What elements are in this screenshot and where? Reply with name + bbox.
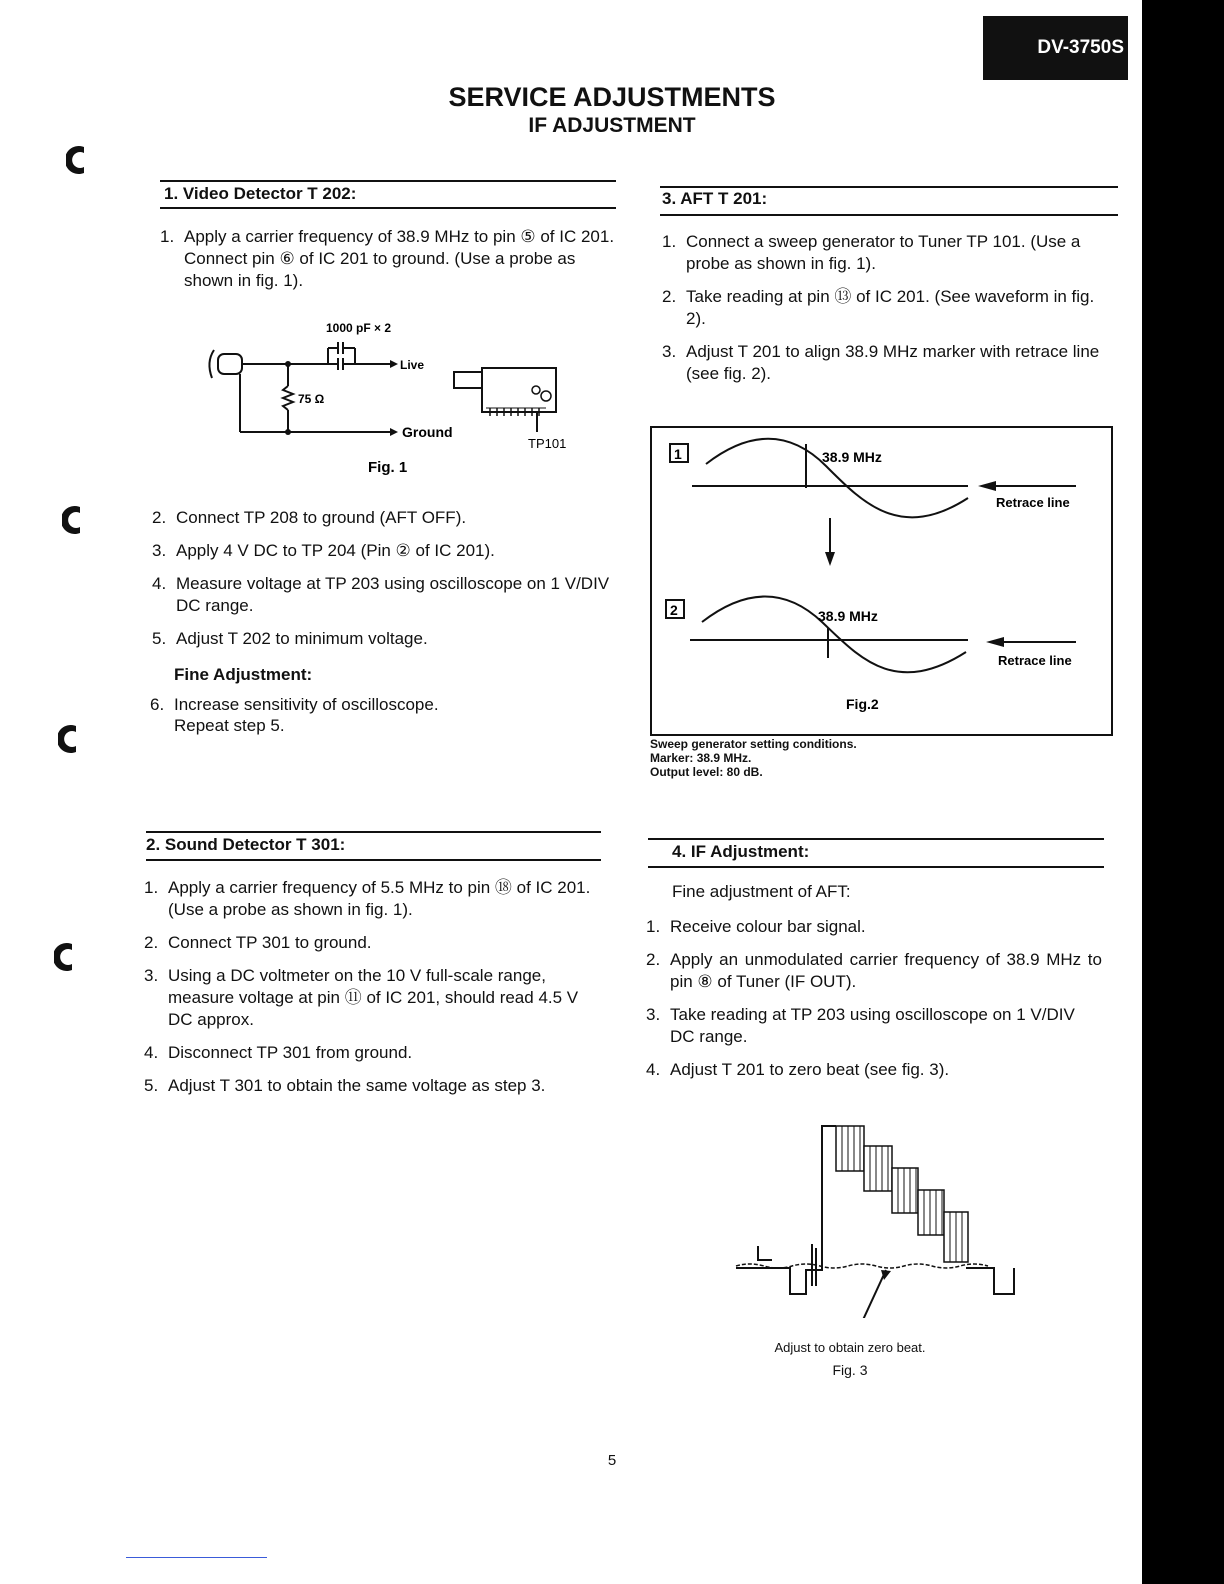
fig2-retrace2-label: Retrace line [998, 653, 1072, 668]
sound-steps [144, 877, 600, 1108]
if-intro-text: Fine adjustment of AFT: [672, 882, 851, 901]
section-rule [660, 214, 1118, 216]
section-heading-aft: 3. AFT T 201: [662, 189, 768, 208]
fig2-retrace1-label: Retrace line [996, 495, 1070, 510]
binder-hole-mark [58, 722, 80, 756]
binder-hole-mark [66, 143, 88, 177]
page-subtitle: IF ADJUSTMENT [528, 114, 696, 137]
section-heading-if-adjustment: 4. IF Adjustment: [672, 842, 810, 861]
sweep-note: Output level: 80 dB. [650, 765, 763, 779]
fig1-live-label: Live [400, 358, 425, 372]
list-item: 4. Adjust T 201 to zero beat (see fig. 3). [646, 1060, 950, 1079]
list-item: 3. Using a DC voltmeter on the 10 V full-scale range, measure voltage at pin ⑪ of IC 201, should read 4.5 V DC approx. [144, 966, 579, 1029]
list-item: 1. Receive colour bar signal. [646, 917, 866, 936]
fig1-probe-diagram [200, 316, 600, 481]
sweep-notes [650, 737, 857, 779]
fig1-tp-label: TP101 [528, 436, 567, 451]
list-item: 4. Disconnect TP 301 from ground. [144, 1043, 413, 1062]
sweep-note: Sweep generator setting conditions. [650, 737, 857, 751]
model-tab: DV-3750S [983, 16, 1128, 80]
list-item: 5. Adjust T 202 to minimum voltage. [152, 629, 428, 648]
binder-hole-mark [62, 503, 84, 537]
sweep-note: Marker: 38.9 MHz. [650, 751, 752, 765]
fig3-caption: Fig. 3 [832, 1362, 868, 1378]
section-rule [648, 838, 1104, 840]
binder-hole-mark [54, 940, 76, 974]
list-item: 2. Connect TP 208 to ground (AFT OFF). [152, 508, 467, 527]
list-item: 3. Take reading at TP 203 using oscilloscope on 1 V/DIV DC range. [646, 1005, 1075, 1046]
page-number: 5 [607, 1452, 617, 1469]
repeat-step-text: Repeat step 5. [174, 716, 285, 735]
fig2-marker1-label: 38.9 MHz [822, 449, 882, 465]
fig1-ground-label: Ground [402, 424, 453, 440]
list-item: 1. Apply a carrier frequency of 5.5 MHz to pin ⑱ of IC 201. (Use a probe as shown in fig. 1). [144, 878, 591, 919]
fig3-zero-beat-waveform [730, 1118, 1030, 1318]
fig3-note: Adjust to obtain zero beat. [774, 1340, 926, 1355]
section-heading-video-detector: 1. Video Detector T 202: [164, 184, 357, 203]
list-item: 2. Connect TP 301 to ground. [144, 933, 372, 952]
page-edge-shadow [1142, 0, 1224, 1584]
section-rule [160, 207, 616, 209]
list-item: 3. Apply 4 V DC to TP 204 (Pin ② of IC 201). [152, 541, 495, 560]
list-item: 4. Measure voltage at TP 203 using oscilloscope on 1 V/DIV DC range. [152, 574, 610, 615]
list-item: 2. Take reading at pin ⑬ of IC 201. (See waveform in fig. 2). [662, 287, 1095, 328]
fig1-resistor-label: 75 Ω [298, 392, 325, 406]
video-steps-a [160, 226, 616, 303]
list-item: 3. Adjust T 201 to align 38.9 MHz marker with retrace line (see fig. 2). [662, 342, 1100, 383]
if-steps [646, 916, 1102, 1092]
fig2-caption: Fig.2 [846, 696, 879, 712]
list-item: 1. Connect a sweep generator to Tuner TP 101. (Use a probe as shown in fig. 1). [662, 232, 1081, 273]
list-item: 2. Apply an unmodulated carrier frequency of 38.9 MHz to pin ⑧ of Tuner (IF OUT). [646, 950, 1102, 991]
list-item: 1. Apply a carrier frequency of 38.9 MHz to pin ⑤ of IC 201. Connect pin ⑥ of IC 201 to ground. (Use a probe as shown in fig. 1). [160, 227, 615, 290]
fig2-marker2-label: 38.9 MHz [818, 608, 878, 624]
fig1-caption: Fig. 1 [368, 459, 408, 476]
fig2-panel1-number: 1 [674, 446, 682, 462]
fig2-waveform-box [650, 426, 1114, 738]
section-rule [146, 831, 601, 833]
section-rule [146, 859, 601, 861]
footer-rule [126, 1557, 267, 1558]
section-heading-sound-detector: 2. Sound Detector T 301: [146, 835, 346, 854]
fig2-panel2-number: 2 [670, 602, 678, 618]
list-item: 5. Adjust T 301 to obtain the same voltage as step 3. [144, 1076, 546, 1095]
fig1-capacitor-label: 1000 pF × 2 [326, 321, 392, 335]
video-steps-b [152, 507, 612, 661]
aft-steps [662, 231, 1118, 396]
section-rule [160, 180, 616, 182]
section-rule [648, 866, 1104, 868]
list-item: 6. Increase sensitivity of oscilloscope. [150, 695, 439, 714]
page-title: SERVICE ADJUSTMENTS [448, 82, 776, 112]
fine-adjustment-label: Fine Adjustment: [174, 665, 313, 684]
section-rule [660, 186, 1118, 188]
